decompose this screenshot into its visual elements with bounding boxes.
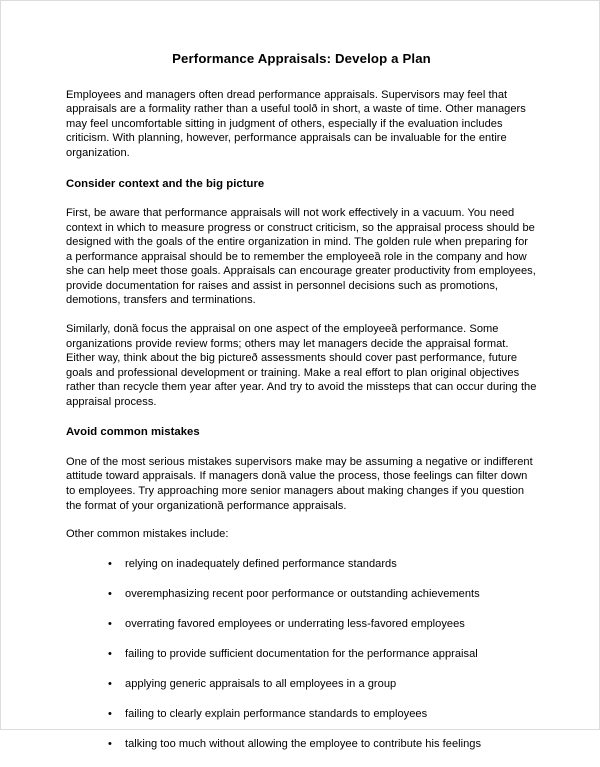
bullet-icon: •	[108, 707, 112, 720]
bullet-icon: •	[108, 587, 112, 600]
intro-paragraph: Employees and managers often dread performance appraisals. Supervisors may feel that appraisals are a formality rather than a useful toolð in short, a waste of time. Other managers may feel uncomfortable sitting in judgment of others, especially if the evaluation includes criticism. With planning, however, performance appraisals can be invaluable for the entire organization.	[66, 88, 526, 160]
list-item	[66, 617, 537, 632]
list-item-label: relying on inadequately defined performance standards	[125, 557, 397, 570]
section-heading-avoid-common-mistakes: Avoid common mistakes	[66, 426, 200, 439]
list-item	[66, 737, 537, 752]
list-item-label: applying generic appraisals to all employees in a group	[125, 677, 397, 690]
spacer	[66, 191, 537, 206]
list-item	[66, 677, 537, 692]
page-title: Performance Appraisals: Develop a Plan	[172, 51, 431, 66]
common-mistakes-list	[66, 557, 537, 752]
list-item-label: talking too much without allowing the employee to contribute his feelings	[125, 737, 482, 750]
section-paragraph: One of the most serious mistakes supervisors make may be assuming a negative or indifferent attitude toward appraisals. If managers donȁ value the process, those feelings can filter down to employees. Try approaching more senior managers about making changes if you question the format of your organizationȁ performance appraisals.	[66, 455, 533, 512]
list-item	[66, 707, 537, 722]
bullet-icon: •	[108, 737, 112, 750]
spacer	[66, 409, 537, 425]
document-body	[66, 1, 537, 767]
spacer	[66, 161, 537, 177]
list-item	[66, 557, 537, 572]
spacer	[66, 542, 537, 557]
list-item-label: failing to clearly explain performance standards to employees	[125, 707, 428, 720]
spacer	[66, 67, 537, 88]
bullet-icon: •	[108, 647, 112, 660]
list-item-label: overemphasizing recent poor performance or outstanding achievements	[125, 587, 480, 600]
spacer	[66, 513, 537, 527]
list-item-label: overrating favored employees or underrating less-favored employees	[125, 617, 465, 630]
spacer	[66, 308, 537, 322]
list-intro-paragraph: Other common mistakes include:	[66, 528, 229, 541]
list-item	[66, 647, 537, 662]
spacer	[66, 440, 537, 455]
bullet-icon: •	[108, 617, 112, 630]
section-heading-consider-context: Consider context and the big picture	[66, 177, 265, 190]
section-paragraph: First, be aware that performance appraisals will not work effectively in a vacuum. You need context in which to measure progress or construct criticism, so the appraisal process should be designed with the goals of the entire organization in mind. The golden rule when preparing for a performance appraisal should be to remember the employeeȁ role in the company and how she can help meet those goals. Appraisals can encourage greater productivity from employees, provide documentation for raises and assist in personnel decisions such as promotions, demotions, transfers and terminations.	[66, 207, 536, 307]
list-item	[66, 587, 537, 602]
bullet-icon: •	[108, 677, 112, 690]
bullet-icon: •	[108, 557, 112, 570]
list-item-label: failing to provide sufficient documentation for the performance appraisal	[125, 647, 478, 660]
section-paragraph: Similarly, donȁ focus the appraisal on one aspect of the employeeȁ performance. Some organizations provide review forms; others may let managers decide the appraisal format. Either way, think about the big pictureð assessments should cover past performance, future goals and professional development or training. Make a real effort to plan original objectives rather than recycle them year after year. And try to avoid the missteps that can occur during the appraisal process.	[66, 323, 537, 408]
